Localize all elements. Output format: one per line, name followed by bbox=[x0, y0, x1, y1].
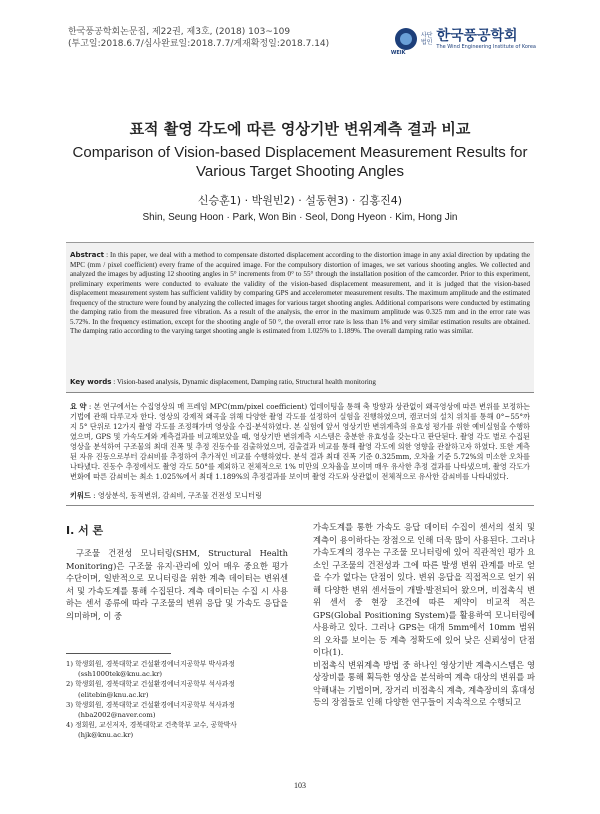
korean-abstract-text: : 본 연구에서는 수집영상의 매 프레임 MPC(mm/pixel coefficient) 업데이팅을 통해 축 방향과 상관없이 왜곡영상에 따른 변위를 보정하는 기법에 관해 다루고자 한다. 영상의 강제적 왜곡을 위해 다양한 촬영 각도를 설정하여 실험을 진행하였으며, 캠코더의 설치 위치를 통해 0°~55°까지 5° 단위로 12가지 촬영 각도를 조정해가며 영상을 수집·분석하였다. 본 실험에 앞서 영상기반 변위계측의 유효성 평가를 위한 예비실험을 수행하였으며, GPS 및 가속도계와 계측결과를 비교해보았을 때, 영상기반 변위계측 시스템은 충분한 유효성을 갖는다고 판단된다. 촬영 각도 별로 수집된 영상을 분석하여 구조물의 최대 진폭 및 추정 진동수를 검출하였으며, 검출결과 비교를 통해 촬영 각도에 의한 영향을 관찰하고자 하였다. 또한 계측된 자유 진동으로부터 감쇠비를 추정하여 추가적인 비교를 수행하였다. 분석 결과 최대 진폭 기준 0.325mm, 오차율 기준 5.72%의 미소한 오차를 나타냈다. 진동수 추정에서도 촬영 각도 50°를 제외하고 전체적으로 1% 미만의 오차율을 보이며 매우 유사한 추정 결과를 나타냈으며, 촬영 각도가 변화에 따른 감쇠비는 최소 1.025%에서 최대 1.189%의 추정결과를 보이며 촬영 각도와 상관없이 전체적으로 유사한 감쇠비를 나타내었다. bbox=[70, 402, 530, 481]
journal-citation: 한국풍공학회논문집, 제22권, 제3호, (2018) 103~109 bbox=[68, 27, 291, 37]
logo-name: 한국풍공학회 bbox=[436, 27, 518, 44]
logo-subtitle: The Wind Engineering Institute of Korea bbox=[436, 43, 536, 50]
keywords-label: Key words bbox=[70, 377, 112, 386]
divider bbox=[66, 505, 534, 506]
journal-info bbox=[68, 26, 329, 50]
korean-keywords-text: : 영상분석, 동적변위, 감쇠비, 구조물 건전성 모니터링 bbox=[93, 491, 262, 500]
logo-small-2: 법인 bbox=[420, 39, 433, 46]
footnote-line: 2) 학생회원, 경북대학교 건설환경에너지공학부 석사과정 bbox=[66, 680, 235, 689]
submission-dates: (투고일:2018.6.7/심사완료일:2018.7.7/게재확정일:2018.7.14) bbox=[68, 39, 330, 49]
footnotes bbox=[66, 659, 288, 741]
logo-mark-icon bbox=[395, 28, 417, 50]
footnote-line: 3) 학생회원, 경북대학교 건설환경에너지공학부 석사과정 bbox=[66, 700, 235, 709]
paper-title-english bbox=[60, 143, 540, 181]
title-en-line1: Comparison of Vision-based Displacement Measurement Results for bbox=[72, 144, 528, 161]
footnote-line: (ssh1000tek@knu.ac.kr) bbox=[78, 670, 163, 679]
footnote-line: (elitebin@knu.ac.kr) bbox=[78, 690, 149, 699]
footnote-divider bbox=[66, 653, 171, 654]
footnote-line: 1) 학생회원, 경북대학교 건설환경에너지공학부 박사과정 bbox=[66, 660, 235, 668]
footnote-line: 4) 정회원, 교신저자, 경북대학교 건축학부 교수, 공학박사 bbox=[66, 721, 237, 730]
page-number: 103 bbox=[294, 781, 306, 790]
footnote-line: (hba2002@naver.com) bbox=[78, 711, 156, 720]
intro-left-column: 구조물 건전성 모니터링(SHM, Structural Health Monitoring)은 구조물 유지·관리에 있어 매우 중요한 평가 수단이며, 일반적으로 모니터링을 위한 계측 데이터는 변위센서 및 가속도계를 통해 수집된다. 계측 데이터는 수집 시 사용하는 센서 종류에 따라 구조물의 변위 응답 및 가속도 응답을 의미하며, 이 중 bbox=[66, 548, 288, 621]
keywords bbox=[70, 377, 530, 386]
title-en-line2: Various Target Shooting Angles bbox=[196, 163, 404, 180]
abstract-text: : In this paper, we deal with a method to compensate distorted displacement according to the distortion image in any axial direction by updating the MPC (mm / pixel coefficient) every frame of the acquired image. For the compulsory distortion of images, we set various shooting angles. We collected and analyzed the images by adjusting 12 shooting angles in 5° increments from 0° to 55° through the installation position of the camcorder. Prior to this experiment, preliminary experiments were conducted to evaluate the validity of the vision-based displacement measurement, and it is judged that the vision-based displacement measurement system has sufficient validity by comparing GPS and accelerometer measurement results. The maximum amplitude and the estimated frequency of the structure were found by analyzing the collected images for various target shooting angles. Additional comparisons were conducted by estimating the damping ratio from the measured free vibration. As a result of the analysis, the error in the maximum amplitude was 0.325 mm and in the error rate was 5.72%. In the frequency estimation, except for the shooting angle of 50 °, the overall error rate is less than 1% and very similar estimation results are obtained. The damping ratio according to the varying target shooting angle is estimated from 1.025% to 1.189%. The overall damping ratio was similar. bbox=[70, 251, 530, 335]
intro-right-column: 가속도계를 통한 가속도 응답 데이터 수집이 센서의 설치 및 계측이 용이하다는 장점으로 인해 더욱 많이 사용된다. 그러나 가속도계의 경우는 구조물 모니터링에 있어 직관적인 평가 요소인 구조물의 건전성과 그에 따른 발생 변위 관계를 바로 얻을 수가 없다는 단점이 있다. 변위 응답을 직접적으로 얻기 위해 다양한 변위 센서들이 개발·발전되어 왔으며, 비접촉식 변위 센서 중 현장 조건에 따른 제약이 비교적 적은 GPS(Global Positioning System)를 활용하여 모니터링에 사용하고 있다. 그러나 GPS는 대개 5mm에서 10mm 범위의 오차를 보이는 등 계측 정확도에 있어 낮은 신뢰성이 단점이다(1). 비접촉식 변위계측 방법 중 하나인 영상기반 계측시스템은 영상장비를 통해 획득한 영상을 분석하여 계측 대상의 변위를 파악해내는 기법이며, 장거리 비접촉식 계측, 계측장비의 휴대성 등의 장점들로 인해 다양한 연구들이 지속적으로 수행되고 bbox=[313, 522, 535, 707]
logo-abbr: WEIK bbox=[390, 50, 406, 56]
society-logo bbox=[390, 27, 536, 56]
korean-keywords bbox=[70, 491, 530, 501]
divider bbox=[66, 392, 534, 393]
logo-small-1: 사단 bbox=[420, 32, 433, 39]
abstract bbox=[70, 250, 530, 337]
korean-abstract-label: 요 약 bbox=[70, 402, 87, 411]
authors-english: Shin, Seung Hoon · Park, Won Bin · Seol, Dong Hyeon · Kim, Hong Jin bbox=[142, 212, 458, 223]
abstract-label: Abstract bbox=[70, 250, 105, 259]
section-heading: I. 서 론 bbox=[66, 524, 104, 537]
authors-korean: 신승훈1) · 박원빈2) · 설동현3) · 김홍진4) bbox=[197, 194, 403, 207]
korean-keywords-label: 키워드 bbox=[70, 491, 91, 500]
paper-title-korean: 표적 촬영 각도에 따른 영상기반 변위계측 결과 비교 bbox=[129, 120, 471, 138]
korean-abstract bbox=[70, 402, 530, 482]
keywords-text: : Vision-based analysis, Dynamic displacement, Damping ratio, Structural health monitoring bbox=[113, 378, 376, 386]
footnote-line: (hjk@knu.ac.kr) bbox=[78, 731, 134, 740]
